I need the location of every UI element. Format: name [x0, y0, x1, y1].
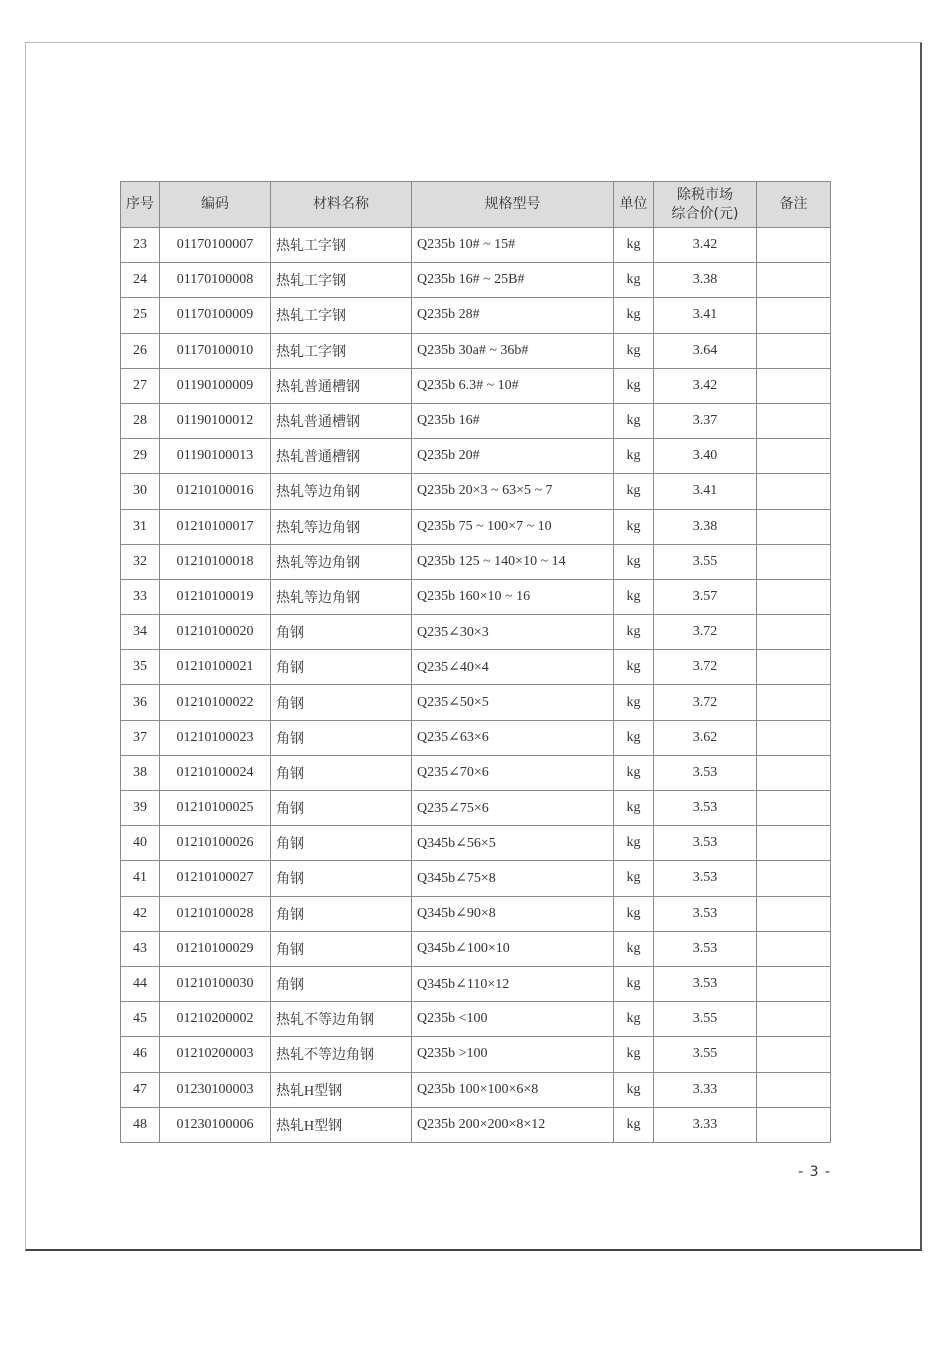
cell-code: 01210100019 — [160, 579, 271, 614]
cell-spec: Q235∠70×6 — [412, 755, 614, 790]
cell-seq: 38 — [121, 755, 160, 790]
cell-unit: kg — [614, 966, 654, 1001]
cell-price: 3.41 — [654, 474, 757, 509]
cell-unit: kg — [614, 1107, 654, 1142]
cell-unit: kg — [614, 755, 654, 790]
cell-unit: kg — [614, 1002, 654, 1037]
cell-spec: Q235b 30a# ~ 36b# — [412, 333, 614, 368]
cell-material-name: 热轧H型钢 — [271, 1107, 412, 1142]
cell-material-name: 角钢 — [271, 826, 412, 861]
cell-note — [757, 650, 831, 685]
table-row — [121, 228, 831, 263]
cell-note — [757, 791, 831, 826]
cell-code: 01170100009 — [160, 298, 271, 333]
cell-unit: kg — [614, 509, 654, 544]
cell-seq: 48 — [121, 1107, 160, 1142]
cell-unit: kg — [614, 544, 654, 579]
cell-material-name: 热轧工字钢 — [271, 228, 412, 263]
cell-material-name: 角钢 — [271, 720, 412, 755]
cell-unit: kg — [614, 228, 654, 263]
cell-code: 01210100020 — [160, 615, 271, 650]
cell-material-name: 热轧H型钢 — [271, 1072, 412, 1107]
cell-unit: kg — [614, 298, 654, 333]
cell-note — [757, 720, 831, 755]
cell-spec: Q235b 160×10 ~ 16 — [412, 579, 614, 614]
cell-price: 3.72 — [654, 685, 757, 720]
cell-price: 3.37 — [654, 403, 757, 438]
cell-note — [757, 263, 831, 298]
cell-unit: kg — [614, 263, 654, 298]
cell-code: 01210100025 — [160, 791, 271, 826]
cell-code: 01190100009 — [160, 368, 271, 403]
cell-note — [757, 826, 831, 861]
cell-code: 01210200002 — [160, 1002, 271, 1037]
table-row — [121, 403, 831, 438]
cell-spec: Q235b 100×100×6×8 — [412, 1072, 614, 1107]
header-spec: 规格型号 — [412, 182, 614, 228]
cell-spec: Q235b 75 ~ 100×7 ~ 10 — [412, 509, 614, 544]
cell-price: 3.53 — [654, 896, 757, 931]
table-row — [121, 826, 831, 861]
cell-price: 3.42 — [654, 228, 757, 263]
cell-material-name: 热轧普通槽钢 — [271, 368, 412, 403]
cell-unit: kg — [614, 615, 654, 650]
table-row — [121, 474, 831, 509]
cell-note — [757, 368, 831, 403]
cell-seq: 23 — [121, 228, 160, 263]
header-seq: 序号 — [121, 182, 160, 228]
cell-price: 3.38 — [654, 263, 757, 298]
table-header-row — [121, 182, 831, 228]
cell-material-name: 热轧等边角钢 — [271, 509, 412, 544]
cell-price: 3.53 — [654, 931, 757, 966]
cell-spec: Q235b 16# — [412, 403, 614, 438]
cell-note — [757, 228, 831, 263]
cell-note — [757, 439, 831, 474]
cell-material-name: 角钢 — [271, 931, 412, 966]
cell-material-name: 角钢 — [271, 755, 412, 790]
cell-code: 01190100012 — [160, 403, 271, 438]
table-row — [121, 861, 831, 896]
cell-seq: 25 — [121, 298, 160, 333]
cell-price: 3.40 — [654, 439, 757, 474]
cell-code: 01210100028 — [160, 896, 271, 931]
header-name: 材料名称 — [271, 182, 412, 228]
cell-spec: Q235b <100 — [412, 1002, 614, 1037]
header-price — [654, 182, 757, 228]
cell-material-name: 角钢 — [271, 966, 412, 1001]
table-row — [121, 333, 831, 368]
cell-code: 01210100018 — [160, 544, 271, 579]
cell-price: 3.64 — [654, 333, 757, 368]
cell-note — [757, 755, 831, 790]
cell-note — [757, 1037, 831, 1072]
cell-spec: Q235∠50×5 — [412, 685, 614, 720]
cell-price: 3.55 — [654, 544, 757, 579]
table-row — [121, 615, 831, 650]
cell-spec: Q345b∠56×5 — [412, 826, 614, 861]
cell-seq: 46 — [121, 1037, 160, 1072]
cell-seq: 41 — [121, 861, 160, 896]
cell-price: 3.33 — [654, 1107, 757, 1142]
cell-material-name: 角钢 — [271, 791, 412, 826]
cell-unit: kg — [614, 579, 654, 614]
cell-code: 01170100010 — [160, 333, 271, 368]
table-row — [121, 685, 831, 720]
cell-spec: Q235b 20×3 ~ 63×5 ~ 7 — [412, 474, 614, 509]
table-row — [121, 1037, 831, 1072]
cell-code: 01210100021 — [160, 650, 271, 685]
cell-note — [757, 615, 831, 650]
cell-unit: kg — [614, 826, 654, 861]
cell-unit: kg — [614, 720, 654, 755]
cell-price: 3.53 — [654, 791, 757, 826]
cell-note — [757, 966, 831, 1001]
cell-code: 01210100030 — [160, 966, 271, 1001]
cell-unit: kg — [614, 1037, 654, 1072]
cell-spec: Q345b∠100×10 — [412, 931, 614, 966]
cell-seq: 45 — [121, 1002, 160, 1037]
document-page — [25, 42, 922, 1251]
table-row — [121, 368, 831, 403]
table-row — [121, 544, 831, 579]
cell-material-name: 热轧不等边角钢 — [271, 1002, 412, 1037]
cell-note — [757, 861, 831, 896]
header-price-line2: 综合价(元) — [671, 205, 739, 222]
cell-price: 3.72 — [654, 615, 757, 650]
cell-material-name: 热轧工字钢 — [271, 333, 412, 368]
table-row — [121, 439, 831, 474]
cell-price: 3.62 — [654, 720, 757, 755]
cell-code: 01230100006 — [160, 1107, 271, 1142]
cell-spec: Q235b 28# — [412, 298, 614, 333]
cell-unit: kg — [614, 861, 654, 896]
cell-unit: kg — [614, 685, 654, 720]
cell-unit: kg — [614, 791, 654, 826]
material-price-table — [120, 181, 831, 1143]
cell-unit: kg — [614, 439, 654, 474]
cell-price: 3.42 — [654, 368, 757, 403]
table-body — [121, 228, 831, 1143]
cell-unit: kg — [614, 896, 654, 931]
header-code: 编码 — [160, 182, 271, 228]
table-row — [121, 650, 831, 685]
cell-note — [757, 931, 831, 966]
table-row — [121, 509, 831, 544]
cell-seq: 36 — [121, 685, 160, 720]
cell-price: 3.33 — [654, 1072, 757, 1107]
cell-note — [757, 1107, 831, 1142]
cell-material-name: 热轧等边角钢 — [271, 544, 412, 579]
cell-seq: 30 — [121, 474, 160, 509]
page-number: - 3 - — [798, 1164, 831, 1180]
cell-note — [757, 474, 831, 509]
table-row — [121, 755, 831, 790]
cell-seq: 34 — [121, 615, 160, 650]
cell-price: 3.53 — [654, 861, 757, 896]
cell-material-name: 热轧等边角钢 — [271, 474, 412, 509]
cell-seq: 33 — [121, 579, 160, 614]
table-row — [121, 1107, 831, 1142]
cell-code: 01210100029 — [160, 931, 271, 966]
cell-spec: Q345b∠110×12 — [412, 966, 614, 1001]
cell-seq: 28 — [121, 403, 160, 438]
cell-note — [757, 333, 831, 368]
header-note: 备注 — [757, 182, 831, 228]
cell-note — [757, 1002, 831, 1037]
cell-note — [757, 298, 831, 333]
table-row — [121, 1072, 831, 1107]
cell-unit: kg — [614, 474, 654, 509]
cell-spec: Q235b 6.3# ~ 10# — [412, 368, 614, 403]
cell-code: 01210100016 — [160, 474, 271, 509]
cell-code: 01230100003 — [160, 1072, 271, 1107]
cell-note — [757, 509, 831, 544]
cell-spec: Q235b 20# — [412, 439, 614, 474]
cell-seq: 35 — [121, 650, 160, 685]
cell-note — [757, 544, 831, 579]
cell-material-name: 角钢 — [271, 650, 412, 685]
cell-unit: kg — [614, 650, 654, 685]
cell-material-name: 热轧普通槽钢 — [271, 439, 412, 474]
cell-material-name: 热轧普通槽钢 — [271, 403, 412, 438]
cell-seq: 32 — [121, 544, 160, 579]
cell-seq: 37 — [121, 720, 160, 755]
cell-code: 01210100023 — [160, 720, 271, 755]
cell-material-name: 角钢 — [271, 615, 412, 650]
cell-seq: 26 — [121, 333, 160, 368]
cell-code: 01170100008 — [160, 263, 271, 298]
cell-spec: Q235∠75×6 — [412, 791, 614, 826]
cell-note — [757, 896, 831, 931]
cell-note — [757, 1072, 831, 1107]
cell-spec: Q345b∠90×8 — [412, 896, 614, 931]
cell-spec: Q235b 16# ~ 25B# — [412, 263, 614, 298]
cell-unit: kg — [614, 931, 654, 966]
table-row — [121, 720, 831, 755]
cell-seq: 24 — [121, 263, 160, 298]
cell-spec: Q345b∠75×8 — [412, 861, 614, 896]
cell-spec: Q235b 10# ~ 15# — [412, 228, 614, 263]
cell-unit: kg — [614, 1072, 654, 1107]
cell-seq: 29 — [121, 439, 160, 474]
cell-spec: Q235b 200×200×8×12 — [412, 1107, 614, 1142]
table-row — [121, 579, 831, 614]
cell-note — [757, 403, 831, 438]
cell-seq: 43 — [121, 931, 160, 966]
cell-material-name: 角钢 — [271, 685, 412, 720]
cell-material-name: 角钢 — [271, 861, 412, 896]
table-row — [121, 263, 831, 298]
cell-seq: 44 — [121, 966, 160, 1001]
cell-spec: Q235∠30×3 — [412, 615, 614, 650]
cell-seq: 31 — [121, 509, 160, 544]
cell-code: 01170100007 — [160, 228, 271, 263]
cell-price: 3.53 — [654, 966, 757, 1001]
table-row — [121, 966, 831, 1001]
cell-material-name: 热轧工字钢 — [271, 263, 412, 298]
cell-code: 01210100027 — [160, 861, 271, 896]
cell-price: 3.72 — [654, 650, 757, 685]
cell-code: 01210100022 — [160, 685, 271, 720]
cell-note — [757, 685, 831, 720]
header-price-line1: 除税市场 — [677, 186, 733, 203]
cell-note — [757, 579, 831, 614]
cell-material-name: 角钢 — [271, 896, 412, 931]
cell-unit: kg — [614, 368, 654, 403]
cell-seq: 27 — [121, 368, 160, 403]
cell-seq: 42 — [121, 896, 160, 931]
cell-material-name: 热轧等边角钢 — [271, 579, 412, 614]
cell-spec: Q235∠40×4 — [412, 650, 614, 685]
cell-code: 01210100024 — [160, 755, 271, 790]
cell-material-name: 热轧不等边角钢 — [271, 1037, 412, 1072]
cell-code: 01190100013 — [160, 439, 271, 474]
cell-unit: kg — [614, 403, 654, 438]
header-unit: 单位 — [614, 182, 654, 228]
cell-price: 3.41 — [654, 298, 757, 333]
cell-price: 3.57 — [654, 579, 757, 614]
cell-seq: 40 — [121, 826, 160, 861]
table-row — [121, 931, 831, 966]
cell-spec: Q235b >100 — [412, 1037, 614, 1072]
cell-code: 01210100017 — [160, 509, 271, 544]
cell-code: 01210200003 — [160, 1037, 271, 1072]
cell-price: 3.55 — [654, 1002, 757, 1037]
table-row — [121, 298, 831, 333]
cell-code: 01210100026 — [160, 826, 271, 861]
table-row — [121, 1002, 831, 1037]
cell-spec: Q235b 125 ~ 140×10 ~ 14 — [412, 544, 614, 579]
cell-seq: 39 — [121, 791, 160, 826]
cell-price: 3.53 — [654, 826, 757, 861]
cell-seq: 47 — [121, 1072, 160, 1107]
cell-price: 3.55 — [654, 1037, 757, 1072]
table-row — [121, 791, 831, 826]
cell-unit: kg — [614, 333, 654, 368]
table-row — [121, 896, 831, 931]
cell-price: 3.38 — [654, 509, 757, 544]
cell-price: 3.53 — [654, 755, 757, 790]
cell-spec: Q235∠63×6 — [412, 720, 614, 755]
cell-material-name: 热轧工字钢 — [271, 298, 412, 333]
